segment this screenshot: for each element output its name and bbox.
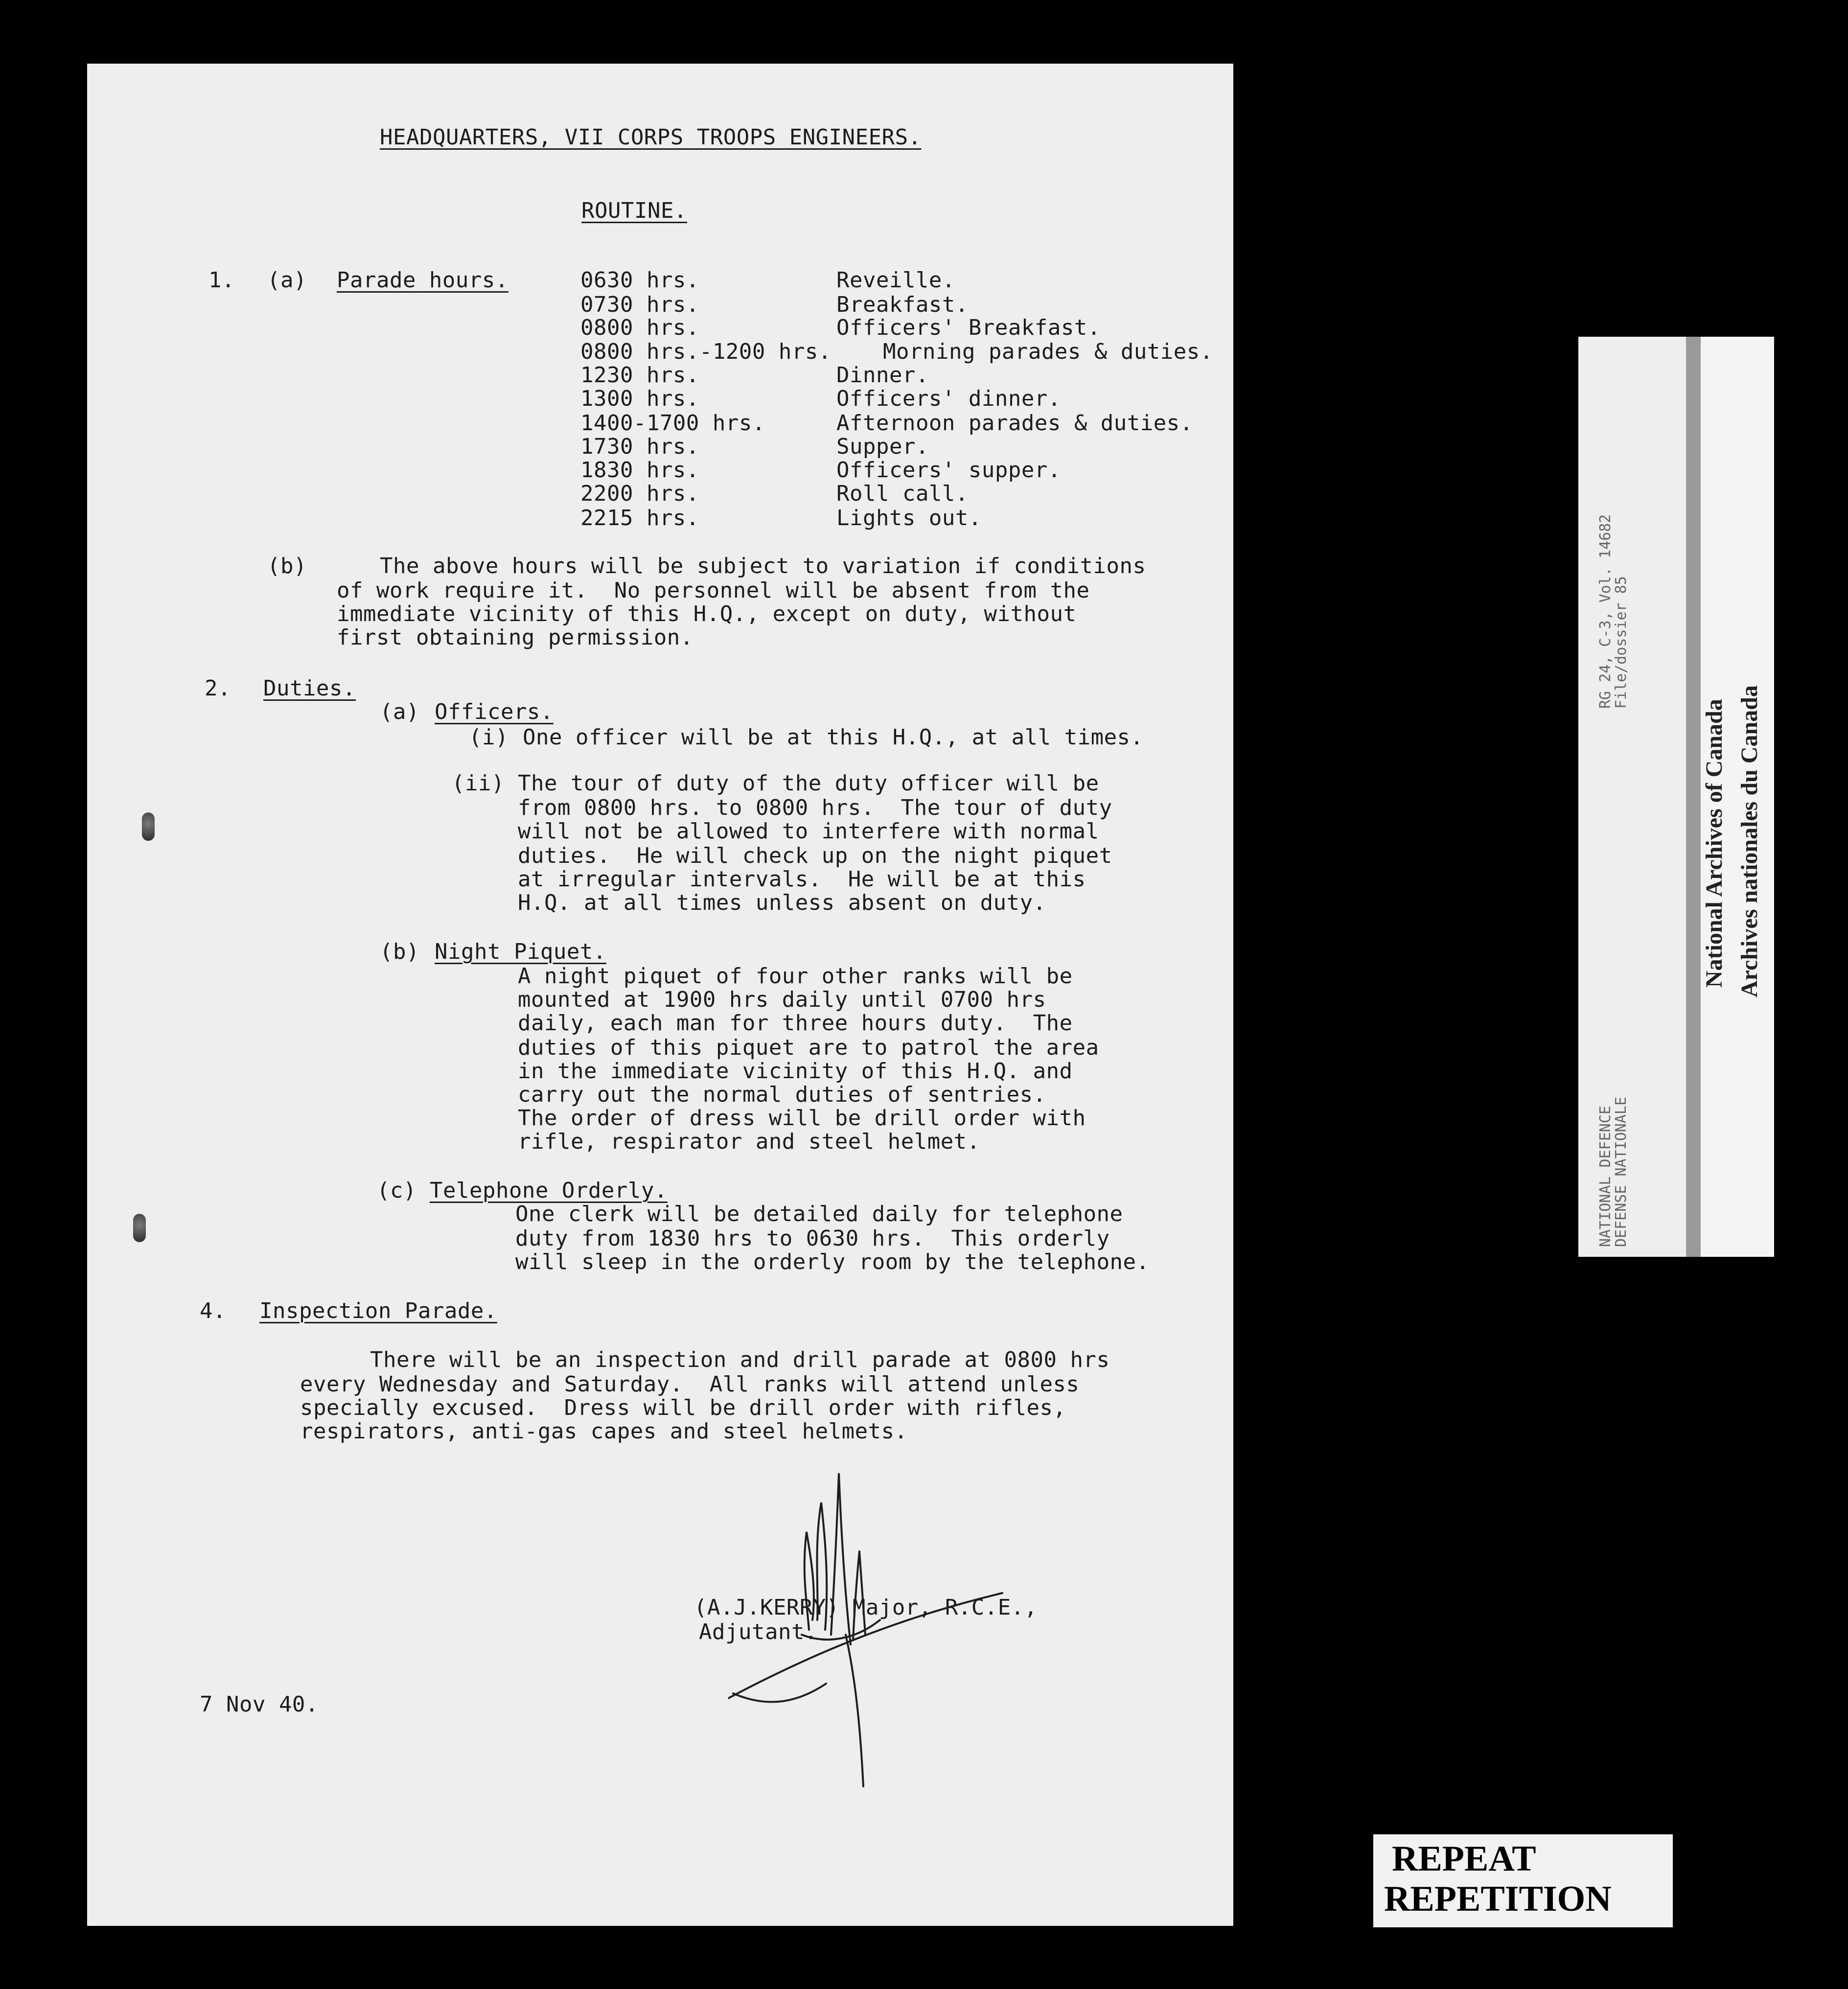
archive-reference-strip	[1578, 337, 1774, 1257]
paragraph-line: One clerk will be detailed daily for telephone	[515, 1202, 1123, 1226]
stamp-line-en: REPEAT	[1392, 1839, 1536, 1879]
paragraph-line: duties of this piquet are to patrol the area	[518, 1035, 1099, 1060]
section-number: 4.	[200, 1298, 226, 1323]
paragraph-line: will sleep in the orderly room by the telephone.	[515, 1249, 1150, 1274]
schedule-time: 2200 hrs.	[580, 481, 699, 506]
archive-name-en: National Archives of Canada	[1701, 699, 1727, 988]
section-title: Inspection Parade.	[259, 1298, 497, 1323]
subsection-title: Telephone Orderly.	[430, 1178, 668, 1203]
document-header: HEADQUARTERS, VII CORPS TROOPS ENGINEERS.	[380, 125, 922, 150]
signatory-title: Adjutant.	[699, 1619, 818, 1644]
schedule-event: Dinner.	[836, 363, 929, 388]
schedule-time: 1300 hrs.	[580, 386, 699, 411]
schedule-event: Lights out.	[836, 506, 982, 531]
repeat-stamp	[1373, 1834, 1673, 1927]
schedule-time: 0800 hrs.-1200 hrs.	[580, 339, 832, 364]
schedule-time: 1730 hrs.	[580, 434, 699, 459]
paragraph-line: of work require it. No personnel will be absent from the	[337, 578, 1090, 603]
schedule-event: Afternoon parades & duties.	[836, 411, 1193, 436]
schedule-time: 0630 hrs.	[580, 268, 699, 293]
archive-name-fr: Archives nationales du Canada	[1736, 685, 1762, 997]
paragraph-line: first obtaining permission.	[337, 625, 693, 650]
schedule-time: 0800 hrs.	[580, 315, 699, 340]
schedule-event: Breakfast.	[836, 292, 969, 317]
section-number: 1.	[208, 268, 235, 293]
handwritten-signature	[728, 1473, 1032, 1796]
subsection-label: (a)	[267, 268, 307, 293]
archive-department-fr: DEFENSE NATIONALE	[1613, 1096, 1630, 1247]
paragraph-line: One officer will be at this H.Q., at all times.	[523, 725, 1144, 750]
archive-record-group: RG 24, C-3, Vol. 14682	[1597, 514, 1614, 709]
subsection-title: Night Piquet.	[435, 939, 606, 964]
section-number: 2.	[205, 676, 231, 701]
schedule-time: 1400-1700 hrs.	[580, 411, 765, 436]
schedule-event: Officers' dinner.	[836, 386, 1061, 411]
schedule-time: 2215 hrs.	[580, 506, 699, 531]
schedule-event: Officers' supper.	[836, 458, 1061, 483]
punch-hole	[133, 1214, 146, 1242]
paragraph-line: duty from 1830 hrs to 0630 hrs. This orderly	[515, 1226, 1110, 1251]
section-title: Duties.	[263, 676, 356, 701]
schedule-event: Roll call.	[836, 481, 969, 506]
paragraph-line: The tour of duty of the duty officer will be	[518, 771, 1099, 796]
subsection-label: (b)	[380, 939, 419, 964]
archive-file-number: File/dossier 85	[1613, 576, 1630, 709]
paragraph-line: The order of dress will be drill order with	[518, 1106, 1086, 1131]
paragraph-line: There will be an inspection and drill parade at 0800 hrs	[370, 1347, 1110, 1372]
paragraph-line: daily, each man for three hours duty. The	[518, 1011, 1073, 1036]
signatory-name: (A.J.KERRY) Major, R.C.E.,	[694, 1595, 1038, 1620]
item-label: (ii)	[452, 771, 505, 796]
paragraph-line: will not be allowed to interfere with normal	[518, 819, 1099, 844]
paragraph-line: rifle, respirator and steel helmet.	[518, 1129, 980, 1154]
punch-hole	[142, 812, 155, 841]
schedule-time: 1830 hrs.	[580, 458, 699, 483]
paragraph-line: carry out the normal duties of sentries.	[518, 1082, 1046, 1107]
paragraph-line: in the immediate vicinity of this H.Q. and	[518, 1059, 1073, 1084]
schedule-time: 0730 hrs.	[580, 292, 699, 317]
subsection-label: (a)	[380, 699, 419, 724]
paragraph-line: every Wednesday and Saturday. All ranks will attend unless	[300, 1372, 1080, 1397]
stamp-line-fr: REPETITION	[1384, 1879, 1612, 1919]
document-page	[87, 64, 1233, 1926]
subsection-title: Officers.	[435, 699, 554, 724]
schedule-event: Morning parades & duties.	[883, 339, 1213, 364]
paragraph-line: respirators, anti-gas capes and steel helmets.	[300, 1419, 908, 1444]
schedule-time: 1230 hrs.	[580, 363, 699, 388]
paragraph-line: mounted at 1900 hrs daily until 0700 hrs	[518, 987, 1046, 1012]
schedule-event: Reveille.	[836, 268, 955, 293]
paragraph-line: at irregular intervals. He will be at this	[518, 867, 1086, 892]
paragraph-line: H.Q. at all times unless absent on duty.	[518, 890, 1046, 915]
item-label: (i)	[469, 725, 508, 750]
section-title: Parade hours.	[337, 268, 508, 293]
paragraph-line: The above hours will be subject to variation if conditions	[380, 554, 1146, 578]
paragraph-line: immediate vicinity of this H.Q., except on duty, without	[337, 601, 1077, 626]
document-subheader: ROUTINE.	[581, 198, 687, 223]
subsection-label: (c)	[377, 1178, 416, 1203]
schedule-event: Officers' Breakfast.	[836, 315, 1101, 340]
subsection-label: (b)	[267, 554, 307, 578]
paragraph-line: A night piquet of four other ranks will be	[518, 964, 1073, 989]
schedule-event: Supper.	[836, 434, 929, 459]
paragraph-line: from 0800 hrs. to 0800 hrs. The tour of duty	[518, 795, 1112, 820]
paragraph-line: duties. He will check up on the night piquet	[518, 843, 1112, 868]
archive-department-en: NATIONAL DEFENCE	[1597, 1106, 1614, 1247]
paragraph-line: specially excused. Dress will be drill order with rifles,	[300, 1395, 1066, 1420]
document-date: 7 Nov 40.	[200, 1692, 319, 1717]
